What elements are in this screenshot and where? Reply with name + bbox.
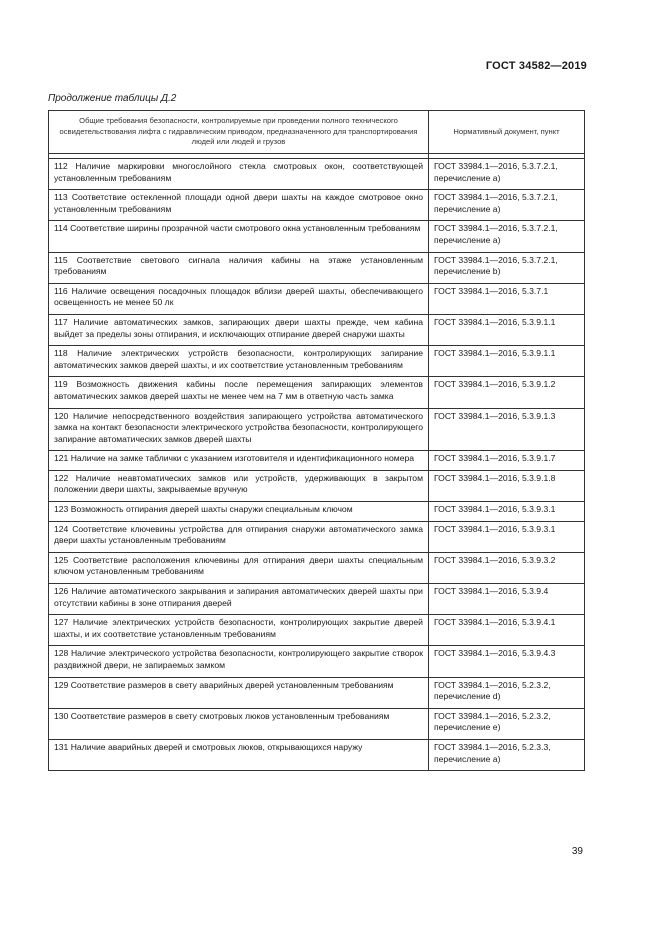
page-number: 39 (571, 846, 583, 857)
table-body (49, 159, 585, 771)
reference-cell: ГОСТ 33984.1—2016, 5.2.3.3, перечисление а) (429, 739, 585, 770)
table-row (49, 615, 585, 646)
table-row (49, 377, 585, 408)
requirement-cell: 126 Наличие автоматического закрывания и запирания автоматических дверей шахты при отсутствии кабины в зоне отпирания дверей (49, 584, 429, 615)
table-row (49, 159, 585, 190)
requirement-cell: 129 Соответствие размеров в свету аварийных дверей установленным требованиям (49, 677, 429, 708)
reference-cell: ГОСТ 33984.1—2016, 5.3.7.2.1, перечисление а) (429, 190, 585, 221)
reference-cell: ГОСТ 33984.1—2016, 5.3.9.1.8 (429, 470, 585, 501)
reference-cell: ГОСТ 33984.1—2016, 5.3.9.1.2 (429, 377, 585, 408)
standard-header: ГОСТ 34582—2019 (485, 60, 587, 72)
table-row (49, 190, 585, 221)
requirement-cell: 117 Наличие автоматических замков, запирающих двери шахты прежде, чем кабина выйдет за пределы зоны отпирания, и исключающих отпирание дверей снаружи шахты (49, 314, 429, 345)
requirement-cell: 125 Соответствие расположения ключевины для отпирания двери шахты специальным ключом установленным требованиям (49, 552, 429, 583)
requirements-table (48, 110, 585, 771)
table-row (49, 221, 585, 252)
table-row (49, 584, 585, 615)
requirement-cell: 121 Наличие на замке таблички с указанием изготовителя и идентификационного номера (49, 451, 429, 471)
reference-cell: ГОСТ 33984.1—2016, 5.3.9.4.1 (429, 615, 585, 646)
reference-cell: ГОСТ 33984.1—2016, 5.2.3.2, перечисление d) (429, 677, 585, 708)
table-row (49, 552, 585, 583)
table-row (49, 470, 585, 501)
table-caption: Продолжение таблицы Д.2 (48, 93, 177, 104)
reference-cell: ГОСТ 33984.1—2016, 5.3.9.4 (429, 584, 585, 615)
table-row (49, 502, 585, 522)
requirement-cell: 114 Соответствие ширины прозрачной части смотрового окна установленным требованиям (49, 221, 429, 252)
requirement-cell: 128 Наличие электрического устройства безопасности, контролирующего закрытие створок раздвижной двери, не запираемых замком (49, 646, 429, 677)
table-header-row (49, 111, 585, 154)
reference-cell: ГОСТ 33984.1—2016, 5.3.9.3.1 (429, 502, 585, 522)
reference-cell: ГОСТ 33984.1—2016, 5.3.7.2.1, перечисление а) (429, 221, 585, 252)
requirement-cell: 127 Наличие электрических устройств безопасности, контролирующих закрытие дверей шахты, и их соответствие установленным требованиям (49, 615, 429, 646)
reference-cell: ГОСТ 33984.1—2016, 5.3.9.1.3 (429, 408, 585, 451)
table-row (49, 408, 585, 451)
requirement-cell: 116 Наличие освещения посадочных площадок вблизи дверей шахты, обеспечивающего освещенность не менее 50 лк (49, 283, 429, 314)
reference-cell: ГОСТ 33984.1—2016, 5.3.7.2.1, перечисление а) (429, 159, 585, 190)
reference-cell: ГОСТ 33984.1—2016, 5.3.7.1 (429, 283, 585, 314)
requirement-cell: 113 Соответствие остекленной площади одной двери шахты на каждое смотровое окно установленным требованиям (49, 190, 429, 221)
reference-cell: ГОСТ 33984.1—2016, 5.3.9.3.1 (429, 521, 585, 552)
column-header-requirements: Общие требования безопасности, контролируемые при проведении полного технического освидетельствования лифта с гидравлическим приводом, предназначенного для транспортирования людей или людей и грузов (49, 111, 429, 154)
table-row (49, 346, 585, 377)
reference-cell: ГОСТ 33984.1—2016, 5.3.9.1.1 (429, 346, 585, 377)
column-header-reference: Нормативный документ, пункт (429, 111, 585, 154)
requirement-cell: 131 Наличие аварийных дверей и смотровых люков, открывающихся наружу (49, 739, 429, 770)
requirement-cell: 130 Соответствие размеров в свету смотровых люков установленным требованиям (49, 708, 429, 739)
requirement-cell: 124 Соответствие ключевины устройства для отпирания снаружи автоматического замка двери шахты установленным требованиям (49, 521, 429, 552)
requirement-cell: 120 Наличие непосредственного воздействия запирающего устройства автоматического замка на контакт безопасности электрического устройства безопасности, контролирующего запирание автоматических замков дверей шахты (49, 408, 429, 451)
table-row (49, 521, 585, 552)
table-row (49, 283, 585, 314)
requirement-cell: 122 Наличие неавтоматических замков или устройств, удерживающих в закрытом положении двери шахты, закрываемые вручную (49, 470, 429, 501)
table-row (49, 708, 585, 739)
table-row (49, 451, 585, 471)
reference-cell: ГОСТ 33984.1—2016, 5.3.9.1.1 (429, 314, 585, 345)
table-row (49, 314, 585, 345)
requirement-cell: 118 Наличие электрических устройств безопасности, контролирующих запирание автоматических замков дверей шахты, и их соответствие установленным требованиям (49, 346, 429, 377)
requirement-cell: 119 Возможность движения кабины после перемещения запирающих элементов автоматических замков дверей шахты не менее чем на 7 мм в ответную часть замка (49, 377, 429, 408)
table-row (49, 677, 585, 708)
reference-cell: ГОСТ 33984.1—2016, 5.3.9.4.3 (429, 646, 585, 677)
table-row (49, 739, 585, 770)
reference-cell: ГОСТ 33984.1—2016, 5.2.3.2, перечисление e) (429, 708, 585, 739)
requirement-cell: 115 Соответствие светового сигнала наличия кабины на этаже установленным требованиям (49, 252, 429, 283)
requirement-cell: 112 Наличие маркировки многослойного стекла смотровых окон, соответствующей установленным требованиям (49, 159, 429, 190)
table-row (49, 646, 585, 677)
reference-cell: ГОСТ 33984.1—2016, 5.3.9.1.7 (429, 451, 585, 471)
table-row (49, 252, 585, 283)
requirement-cell: 123 Возможность отпирания дверей шахты снаружи специальным ключом (49, 502, 429, 522)
reference-cell: ГОСТ 33984.1—2016, 5.3.9.3.2 (429, 552, 585, 583)
reference-cell: ГОСТ 33984.1—2016, 5.3.7.2.1, перечисление b) (429, 252, 585, 283)
